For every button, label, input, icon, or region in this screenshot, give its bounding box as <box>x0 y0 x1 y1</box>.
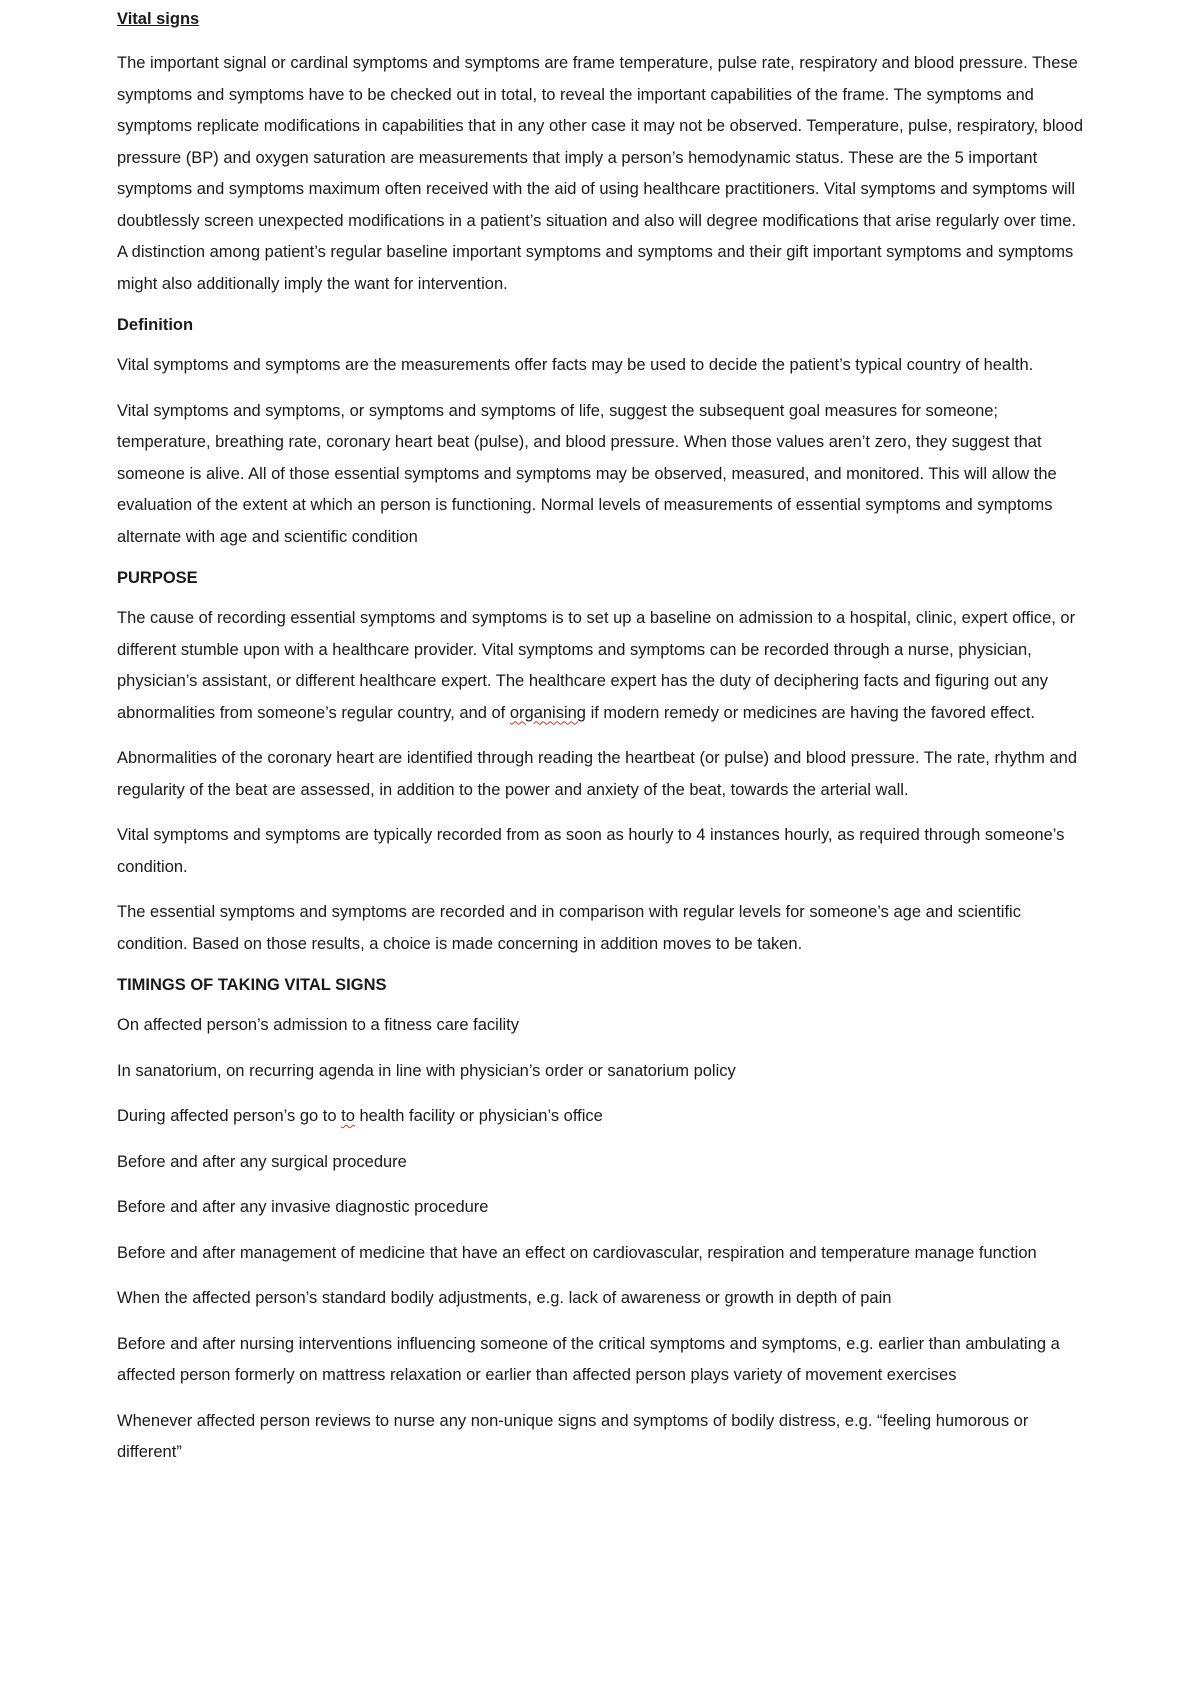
timings-item-6: Before and after management of medicine that have an effect on cardiovascular, respiration and temperature manage function <box>117 1243 1037 1262</box>
definition-paragraph-2: Vital symptoms and symptoms, or symptoms and symptoms of life, suggest the subsequent goal measures for someone; temperature, breathing rate, coronary heart beat (pulse), and blood pressure. When those values aren’t zero, they suggest that someone is alive. All of those essential symptoms and symptoms may be observed, measured, and monitored. This will allow the evaluation of the extent at which an person is functioning. Normal levels of measurements of essential symptoms and symptoms alternate with age and scientific condition <box>117 401 1057 546</box>
purpose-paragraph-1 <box>117 603 1087 729</box>
definition-paragraph-1: Vital symptoms and symptoms are the measurements offer facts may be used to decide the patient’s typical country of health. <box>117 356 1034 374</box>
definition-heading: Definition <box>117 316 194 334</box>
purpose-paragraph-1-text-end: if modern remedy or medicines are having the favored effect. <box>585 703 1036 722</box>
timings-item-7: When the affected person’s standard bodily adjustments, e.g. lack of awareness or growth in depth of pain <box>117 1289 892 1307</box>
purpose-paragraph-4: The essential symptoms and symptoms are recorded and in comparison with regular levels for someone’s age and scientific condition. Based on those results, a choice is made concerning in addition moves to be taken. <box>117 903 1021 953</box>
timings-item-5: Before and after any invasive diagnostic procedure <box>117 1198 489 1216</box>
intro-paragraph: The important signal or cardinal symptoms and symptoms are frame temperature, pulse rate, respiratory and blood pressure. These symptoms and symptoms have to be checked out in total, to reveal the important capabilities of the frame. The symptoms and symptoms replicate modifications in capabilities that in any other case it may not be observed. Temperature, pulse, respiratory, blood pressure (BP) and oxygen saturation are measurements that imply a person’s hemodynamic status. These are the 5 important symptoms and symptoms maximum often received with the aid of using healthcare practitioners. Vital symptoms and symptoms will doubtlessly screen unexpected modifications in a patient’s situation and also will degree modifications that arise regularly over time. A distinction among patient’s regular baseline important symptoms and symptoms and their gift important symptoms and symptoms might also additionally imply the want for intervention. <box>117 54 1084 293</box>
timings-item-3-text-end: health facility or physician’s office <box>354 1107 603 1125</box>
spellcheck-flagged-word: to <box>341 1107 355 1125</box>
timings-item-3 <box>117 1101 1087 1133</box>
purpose-heading: PURPOSE <box>117 569 198 587</box>
timings-item-8: Before and after nursing interventions influencing someone of the critical symptoms and symptoms, e.g. earlier than ambulating a affected person formerly on mattress relaxation or earlier than affected person plays variety of movement exercises <box>117 1334 1060 1384</box>
purpose-paragraph-3: Vital symptoms and symptoms are typically recorded from as soon as hourly to 4 instances hourly, as required through someone’s condition. <box>117 826 1065 876</box>
timings-item-3-text-start: During affected person’s go to <box>117 1107 342 1125</box>
timings-item-9: Whenever affected person reviews to nurse any non-unique signs and symptoms of bodily distress, e.g. “feeling humorous or different” <box>117 1411 1029 1461</box>
spellcheck-flagged-word: organising <box>509 703 586 722</box>
timings-heading: TIMINGS OF TAKING VITAL SIGNS <box>117 976 387 994</box>
document-body <box>117 8 1087 1483</box>
timings-item-1: On affected person’s admission to a fitness care facility <box>117 1016 520 1034</box>
purpose-paragraph-1-text-start: The cause of recording essential symptoms and symptoms is to set up a baseline on admission to a hospital, clinic, expert office, or different stumble upon with a healthcare provider. Vital symptoms and symptoms can be recorded through a nurse, physician, physician’s assistant, or different healthcare expert. The healthcare expert has the duty of deciphering facts and figuring out any abnormalities from someone’s regular country, and of <box>117 609 1076 722</box>
timings-item-4: Before and after any surgical procedure <box>117 1152 407 1171</box>
timings-item-2: In sanatorium, on recurring agenda in line with physician’s order or sanatorium policy <box>117 1061 736 1080</box>
purpose-paragraph-2: Abnormalities of the coronary heart are identified through reading the heartbeat (or pulse) and blood pressure. The rate, rhythm and regularity of the beat are assessed, in addition to the power and anxiety of the beat, towards the arterial wall. <box>117 749 1078 799</box>
document-title: Vital signs <box>117 10 200 28</box>
